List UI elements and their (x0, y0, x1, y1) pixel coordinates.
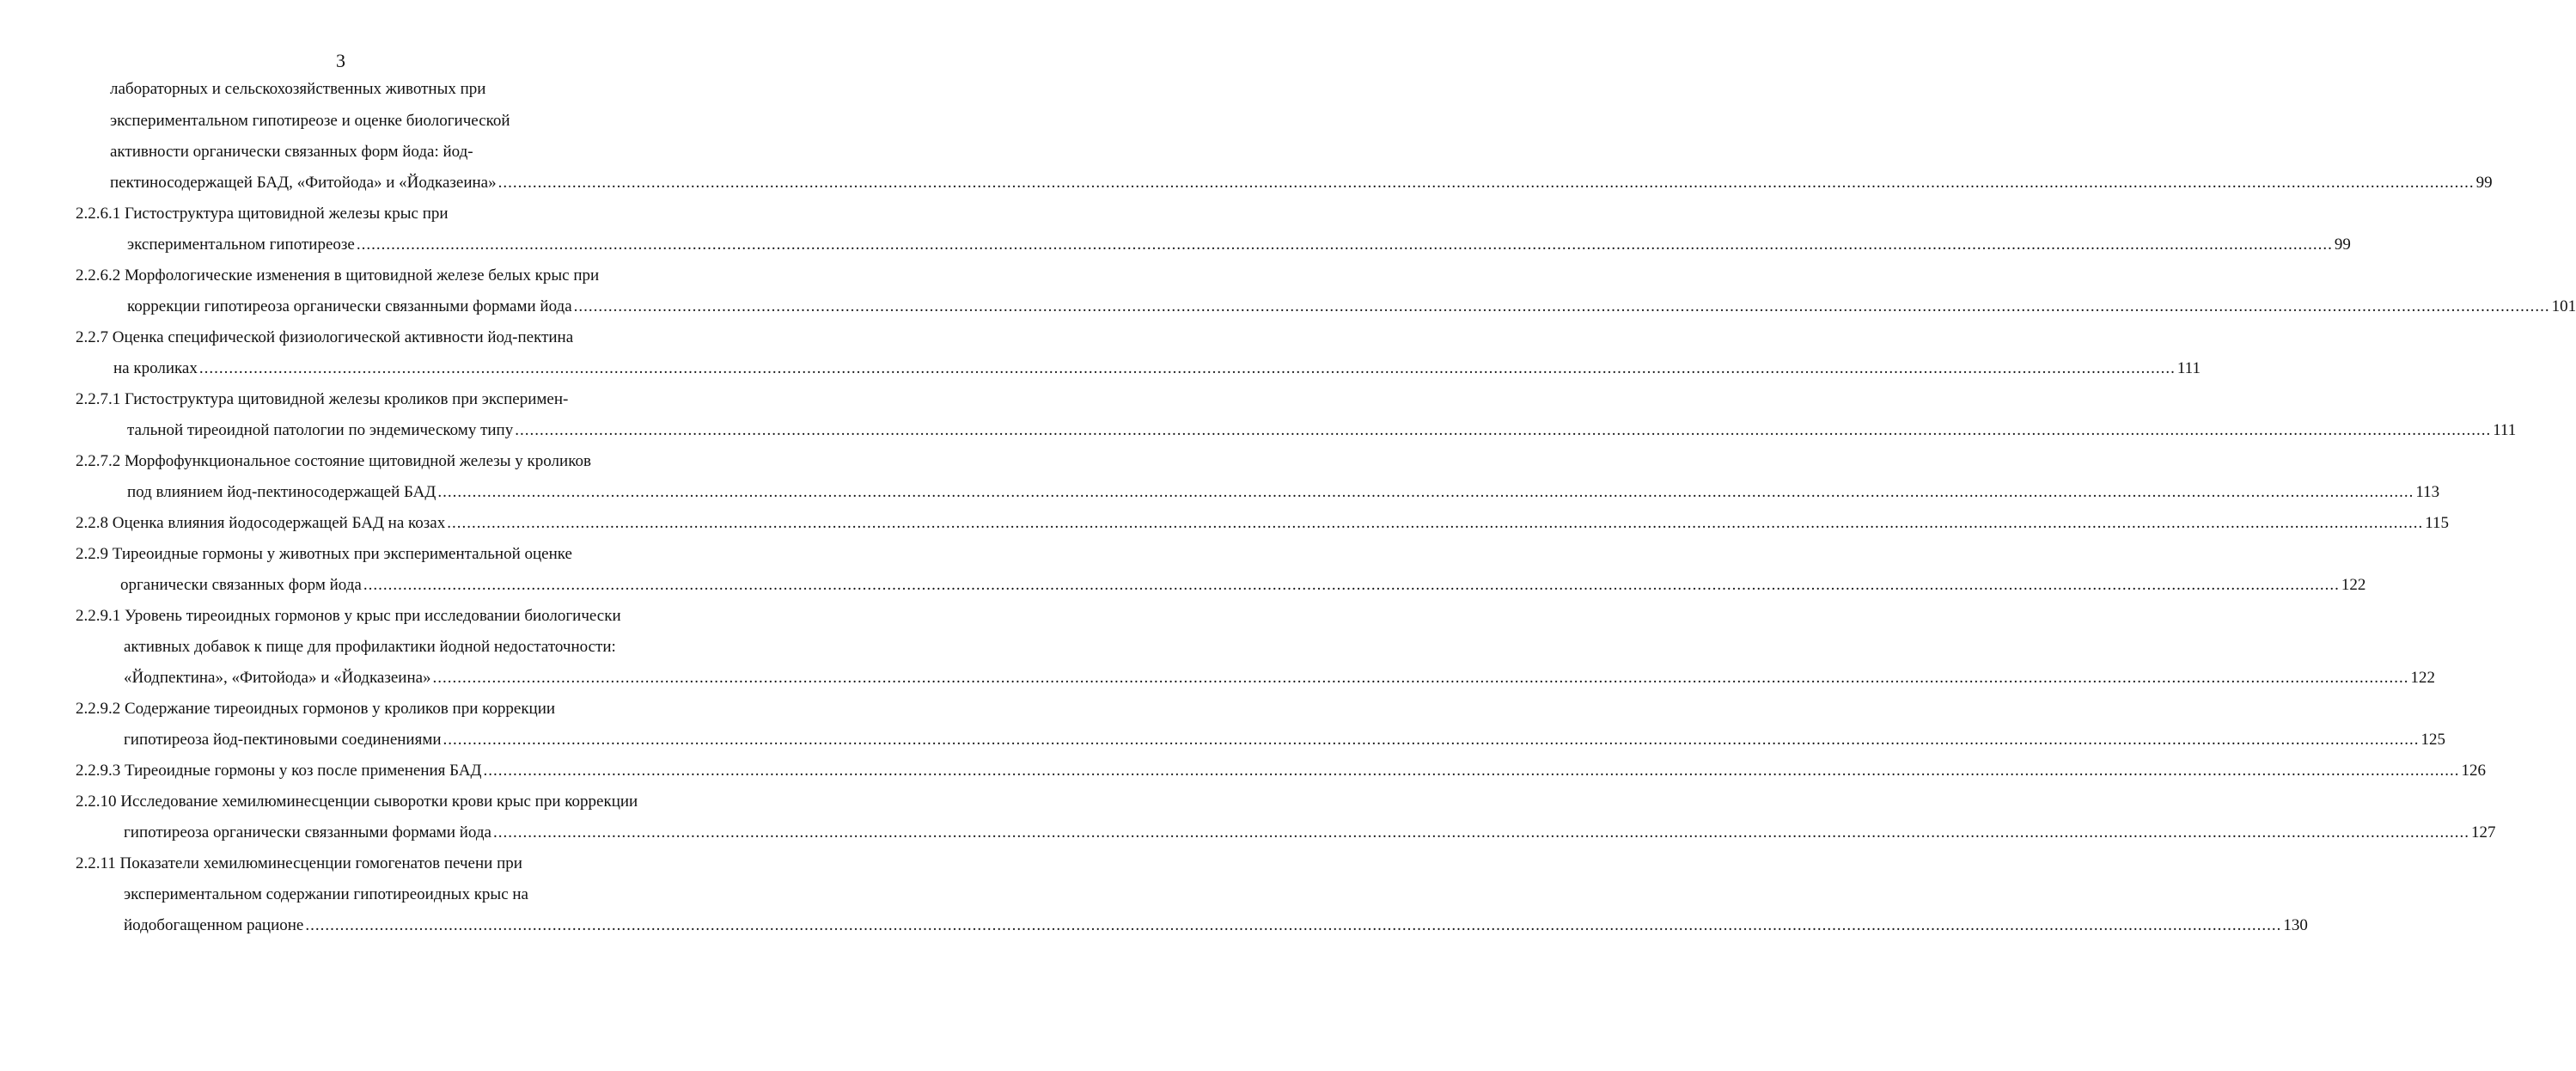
page-number: 3 (336, 50, 345, 71)
toc-entry-line-with-page (124, 668, 2436, 688)
dot-leader: ................................................................................................................................................................................................................................................................................................................................................................................................................ (437, 483, 2414, 501)
toc-page-number: 122 (2410, 669, 2436, 687)
toc-page-number: 115 (2425, 514, 2450, 532)
toc-entry-line-with-page (76, 513, 2450, 534)
toc-page-number: 113 (2415, 483, 2440, 501)
toc-entry-line: 2.2.9 Тиреоидные гормоны у животных при экспериментальной оценке (76, 545, 572, 563)
toc-page-number: 126 (2461, 762, 2486, 780)
toc-page-number: 127 (2470, 823, 2496, 842)
toc-entry-line: активности органически связанных форм йода: йод- (110, 143, 473, 161)
toc-page-number: 122 (2341, 576, 2366, 594)
toc-entry-text: под влиянием йод-пектиносодержащей БАД (127, 483, 436, 501)
toc-entry-line-with-page (127, 297, 2576, 317)
toc-entry-text: тальной тиреоидной патологии по эндемическому типу (127, 421, 514, 439)
toc-page-number: 130 (2283, 916, 2308, 934)
dot-leader: ................................................................................................................................................................................................................................................................................................................................................................................................................ (432, 669, 2409, 687)
dot-leader: ................................................................................................................................................................................................................................................................................................................................................................................................................ (573, 297, 2550, 315)
dot-leader: ................................................................................................................................................................................................................................................................................................................................................................................................................ (483, 762, 2460, 780)
toc-entry-text: экспериментальном гипотиреозе (127, 236, 355, 254)
dot-leader: ................................................................................................................................................................................................................................................................................................................................................................................................................ (443, 731, 2420, 749)
toc-entry-line: 2.2.7.1 Гистоструктура щитовидной железы кроликов при эксперимен- (76, 390, 569, 408)
toc-entry-text: йодобогащенном рационе (124, 916, 304, 934)
toc-entry-line: лабораторных и сельскохозяйственных животных при (110, 80, 486, 98)
toc-entry-line: экспериментальном содержании гипотиреоидных крыс на (124, 885, 528, 903)
dot-leader: ................................................................................................................................................................................................................................................................................................................................................................................................................ (492, 823, 2469, 842)
dot-leader: ................................................................................................................................................................................................................................................................................................................................................................................................................ (356, 236, 2333, 254)
toc-page-number: 99 (2475, 174, 2493, 192)
toc-entry-text: «Йодпектина», «Фитойода» и «Йодказеина» (124, 669, 431, 687)
dot-leader: ................................................................................................................................................................................................................................................................................................................................................................................................................ (447, 514, 2424, 532)
toc-entry-line: экспериментальном гипотиреозе и оценке биологической (110, 112, 510, 130)
toc-page-number: 111 (2176, 359, 2201, 377)
toc-entry-line: 2.2.9.1 Уровень тиреоидных гормонов у крыс при исследовании биологически (76, 607, 621, 625)
toc-entry-line-with-page (76, 761, 2486, 781)
toc-entry-line: активных добавок к пище для профилактики йодной недостаточности: (124, 638, 616, 656)
toc-entry-text: органически связанных форм йода (120, 576, 362, 594)
dot-leader: ................................................................................................................................................................................................................................................................................................................................................................................................................ (363, 576, 2340, 594)
toc-page-number: 111 (2493, 421, 2517, 439)
toc-page-number: 101 (2551, 297, 2576, 315)
toc-page-number: 125 (2420, 731, 2446, 749)
toc-entry-line: 2.2.7.2 Морфофункциональное состояние щитовидной железы у кроликов (76, 452, 591, 470)
toc-entry-text: гипотиреоза органически связанными формами йода (124, 823, 491, 842)
dot-leader: ................................................................................................................................................................................................................................................................................................................................................................................................................ (497, 174, 2475, 192)
toc-page-number: 99 (2334, 236, 2351, 254)
toc-entry-text: 2.2.8 Оценка влияния йодосодержащей БАД на козах (76, 514, 446, 532)
dot-leader: ................................................................................................................................................................................................................................................................................................................................................................................................................ (198, 359, 2176, 377)
toc-entry-text: 2.2.9.3 Тиреоидные гормоны у коз после применения БАД (76, 762, 482, 780)
toc-entry-line-with-page (124, 823, 2496, 843)
toc-entry-line: 2.2.6.1 Гистоструктура щитовидной железы крыс при (76, 205, 449, 223)
toc-entry-text: пектиносодержащей БАД, «Фитойода» и «Йодказеина» (110, 174, 497, 192)
toc-entry-text: гипотиреоза йод-пектиновыми соединениями (124, 731, 442, 749)
toc-entry-text: на кроликах (113, 359, 198, 377)
toc-entry-line: 2.2.10 Исследование хемилюминесценции сыворотки крови крыс при коррекции (76, 793, 638, 811)
toc-entry-line-with-page (127, 420, 2517, 441)
toc-entry-line: 2.2.6.2 Морфологические изменения в щитовидной железе белых крыс при (76, 266, 600, 285)
toc-entry-line-with-page (127, 235, 2351, 255)
toc-entry-line: 2.2.9.2 Содержание тиреоидных гормонов у кроликов при коррекции (76, 700, 556, 718)
toc-entry-line-with-page (113, 358, 2201, 379)
toc-entry-line-with-page (110, 173, 2493, 193)
dot-leader: ................................................................................................................................................................................................................................................................................................................................................................................................................ (305, 916, 2282, 934)
toc-entry-text: коррекции гипотиреоза органически связанными формами йода (127, 297, 572, 315)
toc-entry-line-with-page (124, 915, 2308, 936)
toc-entry-line-with-page (120, 575, 2366, 596)
toc-entry-line-with-page (127, 482, 2440, 503)
toc-entry-line: 2.2.7 Оценка специфической физиологической активности йод-пектина (76, 328, 574, 346)
toc-entry-line-with-page (124, 730, 2446, 750)
toc-entry-line: 2.2.11 Показатели хемилюминесценции гомогенатов печени при (76, 854, 522, 872)
dot-leader: ................................................................................................................................................................................................................................................................................................................................................................................................................ (515, 421, 2492, 439)
